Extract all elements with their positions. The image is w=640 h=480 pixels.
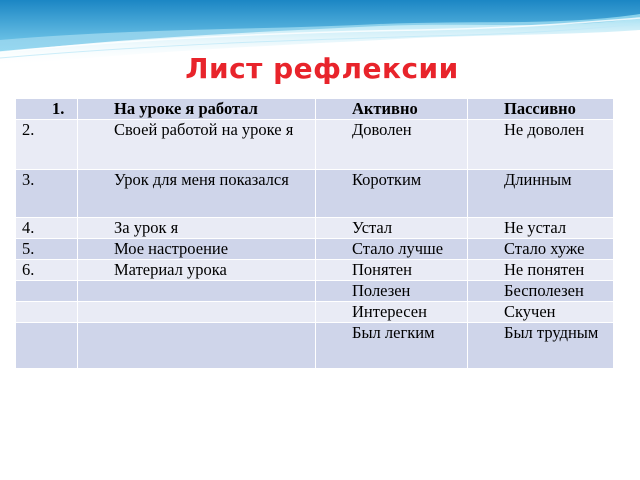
row-passive: Бесполезен: [468, 281, 614, 302]
page-title: Лист рефлексии: [185, 52, 459, 85]
row-item: Мое настроение: [78, 239, 316, 260]
row-passive: Не доволен: [468, 120, 614, 170]
row-item: Урок для меня показался: [78, 170, 316, 218]
reflection-table: [15, 98, 614, 369]
row-num: 5.: [16, 239, 78, 260]
row-passive: Не устал: [468, 218, 614, 239]
row-active: Был легким: [316, 323, 468, 369]
header-col3: Пассивно: [468, 99, 614, 120]
table-row: [16, 239, 614, 260]
row-active: Устал: [316, 218, 468, 239]
row-passive: Скучен: [468, 302, 614, 323]
row-num: 6.: [16, 260, 78, 281]
row-passive: Не понятен: [468, 260, 614, 281]
header-col2: Активно: [316, 99, 468, 120]
row-passive: Длинным: [468, 170, 614, 218]
table-header-row: [16, 99, 614, 120]
table-row: [16, 260, 614, 281]
row-item: [78, 302, 316, 323]
row-num: 2.: [16, 120, 78, 170]
row-item: Своей работой на уроке я: [78, 120, 316, 170]
row-num: [16, 281, 78, 302]
row-item: Материал урока: [78, 260, 316, 281]
header-num: 1.: [16, 99, 78, 120]
row-num: 3.: [16, 170, 78, 218]
row-active: Доволен: [316, 120, 468, 170]
row-active: Стало лучше: [316, 239, 468, 260]
table-row: [16, 323, 614, 369]
row-item: За урок я: [78, 218, 316, 239]
row-num: 4.: [16, 218, 78, 239]
row-item: [78, 281, 316, 302]
row-num: [16, 302, 78, 323]
row-active: Понятен: [316, 260, 468, 281]
table-row: [16, 281, 614, 302]
row-num: [16, 323, 78, 369]
row-active: Интересен: [316, 302, 468, 323]
row-passive: Стало хуже: [468, 239, 614, 260]
row-item: [78, 323, 316, 369]
header-col1: На уроке я работал: [78, 99, 316, 120]
table-row: [16, 170, 614, 218]
table-row: [16, 120, 614, 170]
table-row: [16, 218, 614, 239]
row-active: Коротким: [316, 170, 468, 218]
table-row: [16, 302, 614, 323]
row-passive: Был трудным: [468, 323, 614, 369]
row-active: Полезен: [316, 281, 468, 302]
